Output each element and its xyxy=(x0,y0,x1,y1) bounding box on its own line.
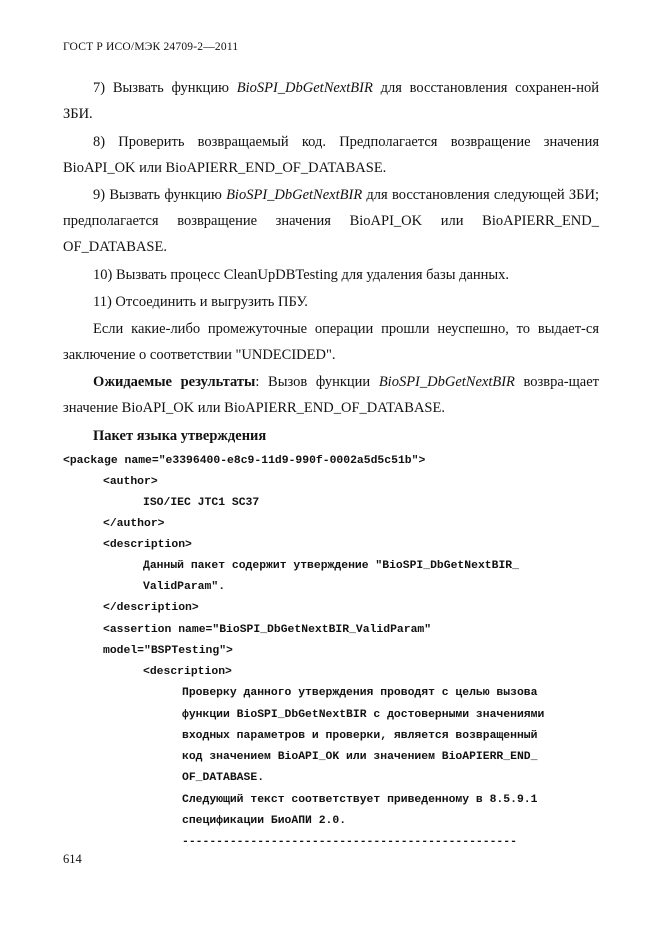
code-line-inner-text-4: код значением BioAPI_OK или значением BioAPIERR_END_ xyxy=(182,751,538,763)
step-11: 11) Отсоединить и выгрузить ПБУ. xyxy=(93,294,308,310)
code-line-inner-text-1: Проверку данного утверждения проводят с целью вызова xyxy=(182,687,538,699)
code-line-package: <package name="e3396400-e8c9-11d9-990f-0002a5d5c51b"> xyxy=(63,455,426,467)
step-9 xyxy=(63,182,599,260)
step-9-suffix: для восстановления следующей ЗБИ; предполагается возвращение значения BioAPI_OK или BioAPIERR_END_ OF_DATABASE. xyxy=(63,187,599,255)
step-7-prefix: 7) Вызвать функцию xyxy=(93,80,237,96)
expected-results-label: Ожидаемые результаты xyxy=(93,374,256,390)
code-line-assertion-open: <assertion name="BioSPI_DbGetNextBIR_ValidParam" xyxy=(103,624,432,636)
step-7-suffix: для восстановления сохранен-ной ЗБИ. xyxy=(63,80,599,122)
expected-results-function: BioSPI_DbGetNextBIR xyxy=(378,374,515,390)
step-9-prefix: 9) Вызвать функцию xyxy=(93,187,227,203)
step-10: 10) Вызвать процесс CleanUpDBTesting для удаления базы данных. xyxy=(93,267,510,283)
step-8: 8) Проверить возвращаемый код. Предполагается возвращение значения BioAPI_OK или BioAPIERR_END_OF_DATABASE. xyxy=(63,134,599,176)
step-7-function: BioSPI_DbGetNextBIR xyxy=(236,80,373,96)
expected-results-suffix: возвра-щает значение BioAPI_OK или BioAPIERR_END_OF_DATABASE. xyxy=(63,374,599,416)
step-7 xyxy=(63,75,599,127)
code-line-inner-text-7: спецификации БиоАПИ 2.0. xyxy=(182,815,347,827)
code-line-description-open: <description> xyxy=(103,539,192,551)
step-9-function: BioSPI_DbGetNextBIR xyxy=(226,187,363,203)
code-line-separator: ------------------------------------------------- xyxy=(182,836,517,848)
code-line-description-close: </description> xyxy=(103,602,199,614)
expected-results-prefix: : Вызов функции xyxy=(255,374,379,390)
code-line-description-text-2: ValidParam". xyxy=(143,581,226,593)
code-line-author-close: </author> xyxy=(103,518,165,530)
package-heading: Пакет языка утверждения xyxy=(93,428,267,444)
code-line-inner-text-2: функции BioSPI_DbGetNextBIR с достоверными значениями xyxy=(182,709,545,721)
document-header: ГОСТ Р ИСО/МЭК 24709-2—2011 xyxy=(63,41,239,53)
expected-results xyxy=(63,369,599,421)
page-number: 614 xyxy=(63,852,82,866)
code-line-inner-description: <description> xyxy=(143,666,232,678)
code-line-inner-text-6: Следующий текст соответствует приведенному в 8.5.9.1 xyxy=(182,794,538,806)
failure-note: Если какие-либо промежуточные операции прошли неуспешно, то выдает-ся заключение о соответствии "UNDECIDED". xyxy=(63,321,599,363)
code-line-author-value: ISO/IEC JTC1 SC37 xyxy=(143,497,260,509)
code-line-description-text-1: Данный пакет содержит утверждение "BioSPI_DbGetNextBIR_ xyxy=(143,560,519,572)
code-line-author-open: <author> xyxy=(103,476,158,488)
code-line-inner-text-3: входных параметров и проверки, является возвращенный xyxy=(182,730,538,742)
code-line-inner-text-5: OF_DATABASE. xyxy=(182,772,265,784)
code-line-assertion-model: model="BSPTesting"> xyxy=(103,645,233,657)
